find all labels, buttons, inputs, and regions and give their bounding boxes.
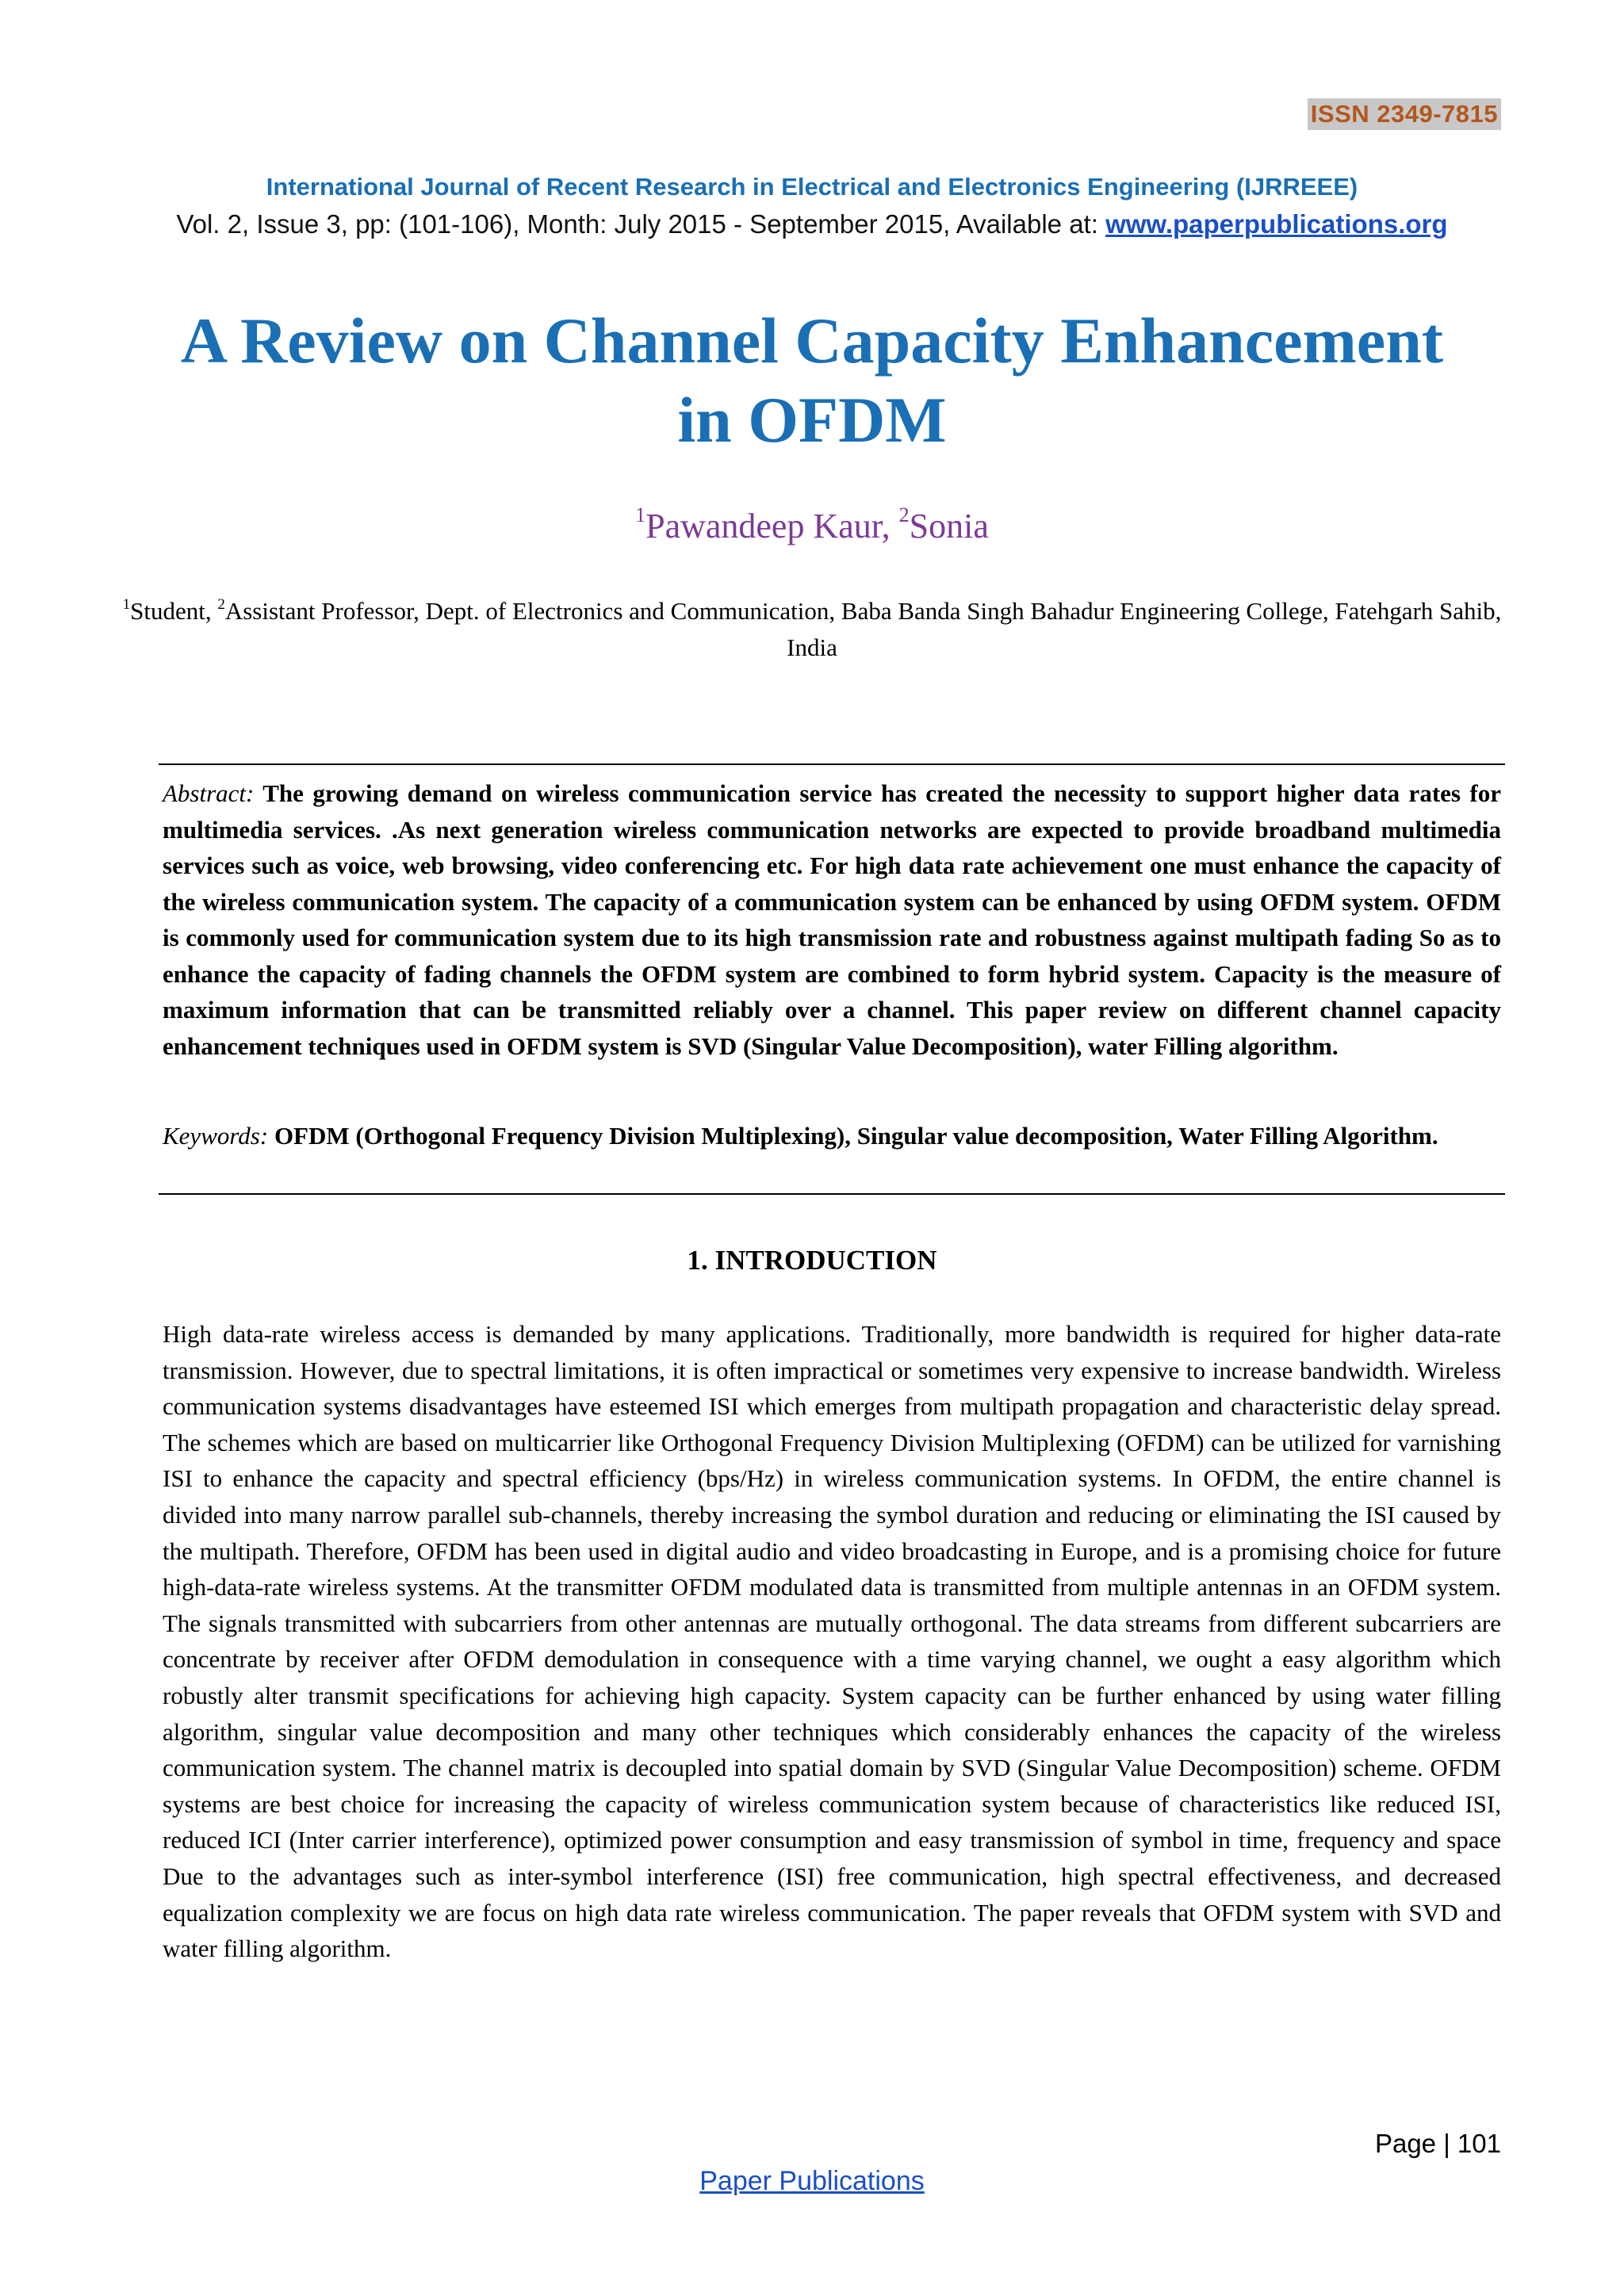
affiliation [119, 587, 1505, 666]
journal-name: International Journal of Recent Research in Electrical and Electronics Engineering (IJRREEE) [266, 173, 1358, 201]
keywords-label: Keywords: [163, 1122, 269, 1150]
volume-info-line [0, 209, 1624, 239]
affil-text: Assistant Professor, Dept. of Electronics and Communication, Baba Banda Singh Bahadur Engineering College, Fatehgarh Sahib, India [224, 597, 1502, 661]
keywords-text: OFDM (Orthogonal Frequency Division Multiplexing), Singular value decomposition, Water Filling Algorithm. [274, 1122, 1438, 1150]
footer [0, 2166, 1624, 2197]
journal-website-link[interactable]: www.paperpublications.org [1105, 209, 1448, 239]
author2-name: Sonia [909, 507, 989, 545]
page-number: Page | 101 [1374, 2129, 1501, 2158]
abstract-top-rule [159, 763, 1505, 765]
paper-title-line1: A Review on Channel Capacity Enhancement [180, 304, 1444, 377]
authors [0, 503, 1624, 546]
author2-superscript: 2 [898, 503, 910, 526]
abstract-label: Abstract: [163, 779, 255, 807]
affil-superscript-1: 1 [122, 596, 131, 613]
section-heading-introduction: 1. INTRODUCTION [687, 1245, 937, 1276]
issn-badge: ISSN 2349-7815 [1308, 98, 1501, 130]
keywords [163, 1118, 1501, 1154]
paper-title [0, 301, 1624, 460]
affil-superscript-2: 2 [217, 596, 225, 613]
publisher-link[interactable]: Paper Publications [699, 2166, 925, 2196]
affil-role-1: Student, [130, 597, 218, 625]
paper-title-line2: in OFDM [677, 384, 947, 456]
abstract-text: The growing demand on wireless communication service has created the necessity to support higher data rates for multimedia services. .As next generation wireless communication networks are expected to provide broadband multimedia services such as voice, web browsing, video conferencing etc. For high data rate achievement one must enhance the capacity of the wireless communication system. The capacity of a communication system can be enhanced by using OFDM system. OFDM is commonly used for communication system due to its high transmission rate and robustness against multipath fading So as to enhance the capacity of fading channels the OFDM system are combined to form hybrid system. Capacity is the measure of maximum information that can be transmitted reliably over a channel. This paper review on different channel capacity enhancement techniques used in OFDM system is SVD (Singular Value Decomposition), water Filling algorithm. [163, 779, 1501, 1060]
author1-superscript: 1 [635, 503, 646, 526]
introduction-body: High data-rate wireless access is demanded by many applications. Traditionally, more bandwidth is required for higher data-rate transmission. However, due to spectral limitations, it is often impractical or sometimes very expensive to increase bandwidth. Wireless communication systems disadvantages have esteemed ISI which emerges from multipath propagation and characteristic delay spread. The schemes which are based on multicarrier like Orthogonal Frequency Division Multiplexing (OFDM) can be utilized for varnishing ISI to enhance the capacity and spectral efficiency (bps/Hz) in wireless communication systems. In OFDM, the entire channel is divided into many narrow parallel sub-channels, thereby increasing the symbol duration and reducing or eliminating the ISI caused by the multipath. Therefore, OFDM has been used in digital audio and video broadcasting in Europe, and is a promising choice for future high-data-rate wireless systems. At the transmitter OFDM modulated data is transmitted from multiple antennas in an OFDM system. The signals transmitted with subcarriers from other antennas are mutually orthogonal. The data streams from different subcarriers are concentrate by receiver after OFDM demodulation in consequence with a time varying channel, we ought a easy algorithm which robustly alter transmit specifications for achieving high capacity. System capacity can be further enhanced by using water filling algorithm, singular value decomposition and many other techniques which considerably enhances the capacity of the wireless communication system. The channel matrix is decoupled into spatial domain by SVD (Singular Value Decomposition) scheme. OFDM systems are best choice for increasing the capacity of wireless communication system because of characteristics like reduced ISI, reduced ICI (Inter carrier interference), optimized power consumption and easy transmission of symbol in time, frequency and space Due to the advantages such as inter-symbol interference (ISI) free communication, high spectral effectiveness, and decreased equalization complexity we are focus on high data rate wireless communication. The paper reveals that OFDM system with SVD and water filling algorithm. [163, 1320, 1501, 1963]
author1-name: Pawandeep Kaur, [645, 507, 899, 545]
abstract [163, 775, 1501, 1064]
abstract-bottom-rule [159, 1193, 1505, 1195]
volume-info: Vol. 2, Issue 3, pp: (101-106), Month: July 2015 - September 2015, Available at: [176, 209, 1106, 239]
